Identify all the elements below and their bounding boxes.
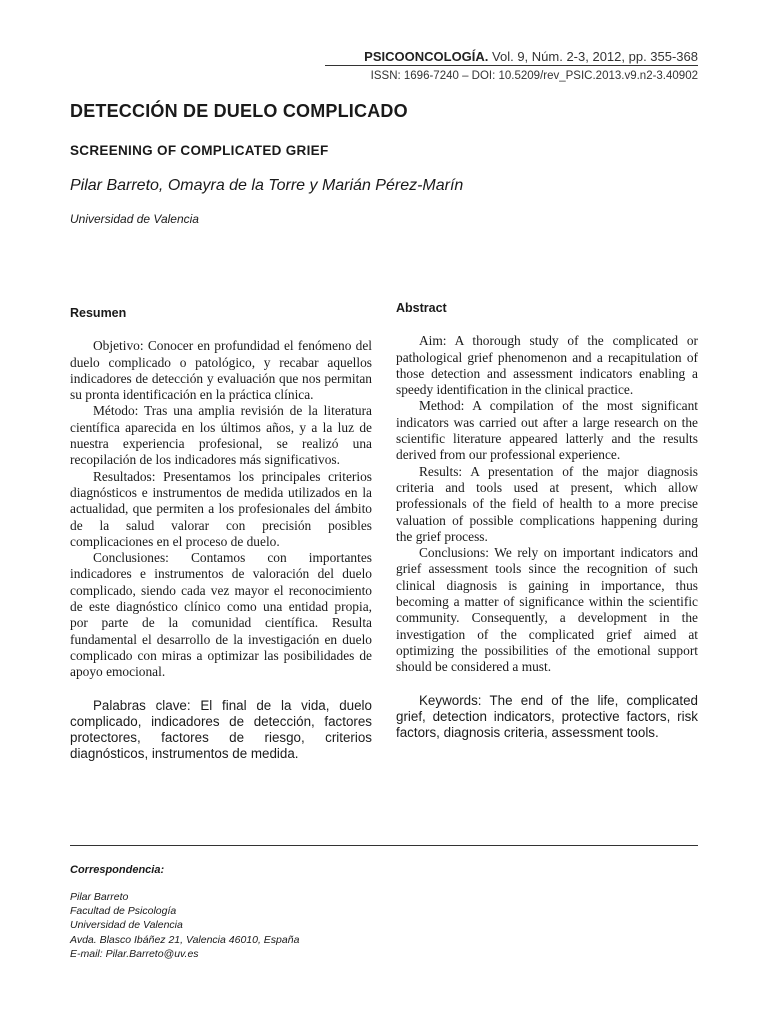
- paragraph-text: A presentation of the major diagnosis criteria and tools used at present, which allow professionals of the field of health to a more precise valuation of possible complications happening during the grief process.: [396, 463, 698, 544]
- resumen-paragraph-resultados: [70, 469, 372, 550]
- correspondence-heading: Correspondencia:: [70, 864, 165, 876]
- abstract-paragraph-conclusions: [396, 545, 698, 675]
- abstract-paragraph-results: [396, 464, 698, 545]
- correspondence-university: Universidad de Valencia: [70, 919, 183, 932]
- resumen-keywords: [70, 698, 372, 763]
- resumen-paragraph-conclusiones: [70, 550, 372, 680]
- paragraph-label: Results:: [419, 463, 463, 479]
- abstract-section: [396, 300, 698, 741]
- paragraph-text: Conocer en profundidad el fenómeno del duelo complicado o patológico, y recabar aquellos indicadores de detección y evaluación que nos permitan su pronta identificación en la práctica clínica.: [70, 338, 372, 403]
- paragraph-text: We rely on important indicators and grief assessment tools since the recognition of such clinical diagnosis is gaining in importance, thus becoming a matter of significance within the scientific community. Consequently, a development in the investigation of the complicated grief aimed at optimizing the possibilities of the emotional support should be considered a must.: [396, 545, 698, 675]
- footnote-rule: [70, 845, 698, 846]
- article-affiliation: Universidad de Valencia: [70, 212, 199, 226]
- keywords-text: El final de la vida, duelo complicado, indicadores de detección, factores protectores, factores de riesgo, criterios diagnósticos, instrumentos de medida.: [70, 697, 372, 762]
- paragraph-label: Aim:: [419, 333, 447, 349]
- paragraph-text: A thorough study of the complicated or pathological grief phenomenon and a recapitulation of those detection and assessment indicators enabling a speedy identification in the clinical practice.: [396, 333, 698, 398]
- paragraph-label: Método:: [93, 403, 139, 419]
- header-rule: [325, 65, 698, 66]
- abstract-heading: Abstract: [396, 301, 447, 315]
- paragraph-text: Contamos con importantes indicadores e instrumentos de valoración del duelo complicado, siendo cada vez mayor el reconocimiento de este diagnóstico clínico como una entidad propia, por parte de la comunidad científica. Resulta fundamental el desarrollo de la investigación en duelo complicado con miras a optimizar las posibilidades de apoyo emocional.: [70, 550, 372, 680]
- paragraph-label: Method:: [419, 398, 465, 414]
- resumen-heading: Resumen: [70, 306, 127, 320]
- journal-citation-line: [364, 49, 698, 64]
- resumen-paragraph-metodo: [70, 403, 372, 468]
- abstract-paragraph-aim: [396, 333, 698, 398]
- resumen-paragraph-objetivo: [70, 338, 372, 403]
- correspondence-faculty: Facultad de Psicología: [70, 905, 177, 918]
- issn-doi: ISSN: 1696-7240 – DOI: 10.5209/rev_PSIC.2013.v9.n2-3.40902: [370, 70, 698, 82]
- paragraph-label: Objetivo:: [93, 338, 144, 354]
- paragraph-text: Tras una amplia revisión de la literatura científica aparecida en los últimos años, y a la luz de nuestra experiencia profesional, se realizó una recopilación de los indicadores más significativos.: [70, 403, 373, 468]
- resumen-section: [70, 305, 372, 763]
- keywords-label: Palabras clave:: [93, 697, 191, 713]
- abstract-keywords: [396, 693, 698, 742]
- paragraph-label: Resultados:: [93, 468, 156, 484]
- abstract-paragraph-method: [396, 398, 698, 463]
- journal-name: PSICOONCOLOGÍA.: [364, 49, 489, 64]
- article-authors: Pilar Barreto, Omayra de la Torre y Marián Pérez-Marín: [70, 177, 464, 194]
- correspondence-street: Avda. Blasco Ibáñez 21, Valencia 46010, España: [70, 933, 300, 946]
- correspondence-name: Pilar Barreto: [70, 891, 129, 903]
- article-title: DETECCIÓN DE DUELO COMPLICADO: [70, 101, 408, 121]
- paragraph-label: Conclusiones:: [93, 550, 169, 566]
- correspondence-email: E-mail: Pilar.Barreto@uv.es: [70, 947, 199, 960]
- article-subtitle: SCREENING OF COMPLICATED GRIEF: [70, 143, 329, 158]
- keywords-text: The end of the life, complicated grief, detection indicators, protective factors, risk factors, diagnosis criteria, assessment tools.: [396, 692, 698, 741]
- paragraph-text: A compilation of the most significant indicators was carried out after a large research on the scientific literature appeared latterly and the results derived from our professional experience.: [396, 398, 699, 463]
- correspondence-address: [70, 890, 299, 961]
- paragraph-text: Presentamos los principales criterios diagnósticos e instrumentos de medida utilizados en la actualidad, que permiten a los profesionales del ámbito de la salud valorar con precisión posibles complicaciones en el proceso de duelo.: [70, 468, 372, 549]
- paragraph-label: Conclusions:: [419, 545, 489, 561]
- keywords-label: Keywords:: [419, 692, 482, 708]
- journal-citation: Vol. 9, Núm. 2-3, 2012, pp. 355-368: [492, 49, 698, 64]
